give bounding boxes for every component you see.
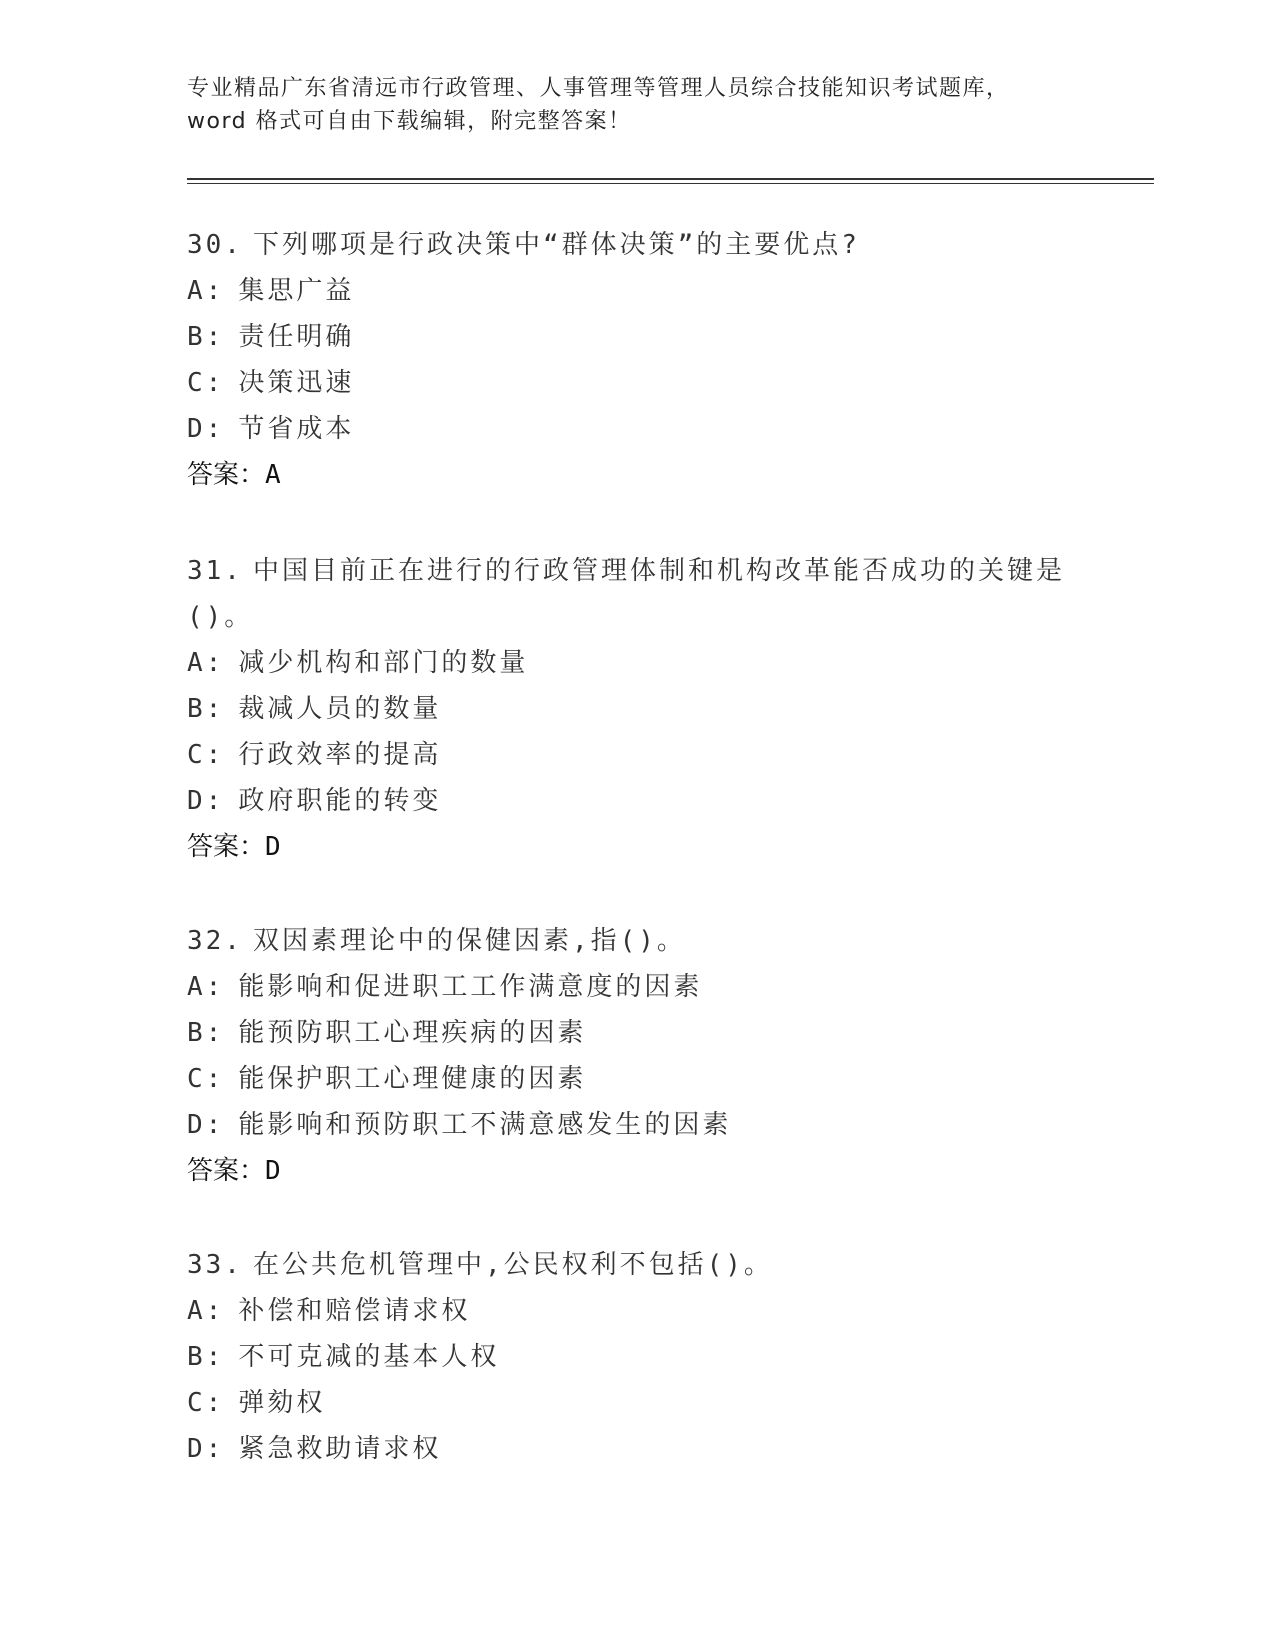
option-d [187,1426,1087,1472]
answer-label: 答案： [187,1156,266,1186]
option-text: 能保护职工心理健康的因素 [238,1064,587,1094]
header-divider [187,178,1154,180]
option-key: A: [187,1296,225,1326]
option-key: D: [187,786,225,816]
option-key: B: [187,322,225,352]
option-text: 裁减人员的数量 [238,694,442,724]
option-key: B: [187,1342,225,1372]
answer-label: 答案： [187,460,266,490]
answer-value: D [265,832,281,862]
option-key: D: [187,1434,225,1464]
question-number: 30. [187,230,243,260]
header-line-1: 专业精品广东省清远市行政管理、人事管理等管理人员综合技能知识考试题库， [187,76,1010,101]
option-key: B: [187,694,225,724]
answer-label: 答案： [187,832,266,862]
option-text: 集思广益 [238,276,355,306]
option-c [187,360,1087,406]
option-text: 决策迅速 [238,368,355,398]
option-d [187,778,1087,824]
option-b [187,1010,1087,1056]
option-text: 节省成本 [238,414,355,444]
option-text: 行政效率的提高 [238,740,442,770]
question-30 [187,222,1087,498]
option-key: A: [187,972,225,1002]
header-line-2: word 格式可自由下载编辑，附完整答案！ [187,109,632,134]
option-d [187,406,1087,452]
option-c [187,1380,1087,1426]
option-key: A: [187,648,225,678]
option-key: D: [187,1110,225,1140]
option-text: 补偿和赔偿请求权 [238,1296,471,1326]
option-text: 紧急救助请求权 [238,1434,442,1464]
option-key: C: [187,1388,225,1418]
option-a [187,640,1087,686]
question-text: 中国目前正在进行的行政管理体制和机构改革能否成功的关键是 [252,556,1065,586]
option-b [187,686,1087,732]
option-key: A: [187,276,225,306]
question-31 [187,548,1087,870]
option-text: 能预防职工心理疾病的因素 [238,1018,587,1048]
option-text: 能影响和预防职工不满意感发生的因素 [238,1110,732,1140]
question-text: 在公共危机管理中,公民权利不包括()。 [252,1250,773,1280]
option-key: B: [187,1018,225,1048]
question-stem [187,222,1087,268]
answer-line [187,1148,1087,1194]
question-number: 31. [187,556,243,586]
option-b [187,1334,1087,1380]
answer-line [187,452,1087,498]
question-stem [187,918,1087,964]
question-32 [187,918,1087,1194]
option-key: D: [187,414,225,444]
question-stem [187,548,1087,594]
document-header [187,72,1087,138]
option-d [187,1102,1087,1148]
question-33 [187,1242,1087,1472]
option-text: 能影响和促进职工工作满意度的因素 [238,972,703,1002]
option-text: 责任明确 [238,322,355,352]
option-text: 不可克减的基本人权 [238,1342,500,1372]
question-text: 双因素理论中的保健因素,指()。 [252,926,686,956]
question-stem [187,1242,1087,1288]
option-a [187,1288,1087,1334]
option-key: C: [187,740,225,770]
option-c [187,1056,1087,1102]
option-text: 政府职能的转变 [238,786,442,816]
header-divider-thin [187,183,1154,184]
option-c [187,732,1087,778]
option-text: 减少机构和部门的数量 [238,648,529,678]
option-a [187,964,1087,1010]
option-a [187,268,1087,314]
question-stem-continued: ()。 [187,602,254,632]
question-number: 32. [187,926,243,956]
option-key: C: [187,1064,225,1094]
option-b [187,314,1087,360]
option-text: 弹劾权 [238,1388,326,1418]
answer-value: D [265,1156,281,1186]
question-number: 33. [187,1250,243,1280]
option-key: C: [187,368,225,398]
question-text: 下列哪项是行政决策中“群体决策”的主要优点? [252,230,860,260]
answer-value: A [265,460,281,490]
answer-line [187,824,1087,870]
